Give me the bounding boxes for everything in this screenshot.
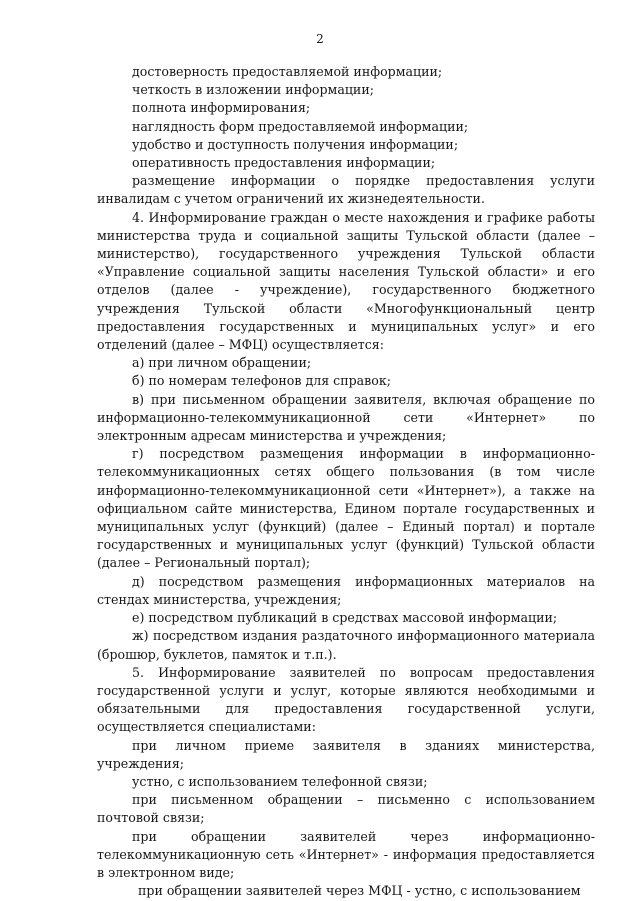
paragraph: 5. Информирование заявителей по вопросам предоставления государственной услуги и услуг, которые являются необходимыми и обязательными для предоставления государственной услуги, осуществляется специалистами: [97, 664, 595, 735]
paragraph: б) по номерам телефонов для справок; [132, 373, 391, 389]
paragraph: е) посредством публикаций в средствах массовой информации; [132, 610, 558, 626]
paragraph: д) посредством размещения информационных материалов на стендах министерства, учреждения; [97, 573, 595, 607]
paragraph: а) при личном обращении; [132, 355, 312, 371]
paragraph: устно, с использованием телефонной связи; [132, 773, 428, 789]
paragraph: полнота информирования; [132, 100, 311, 116]
page-number: 2 [316, 32, 324, 46]
paragraph: достоверность предоставляемой информации; [132, 64, 443, 79]
paragraph: оперативность предоставления информации; [132, 155, 436, 171]
paragraph: четкость в изложении информации; [132, 82, 374, 98]
paragraph: в) при письменном обращении заявителя, включая обращение по информационно-телекоммуникационной сети «Интернет» по электронным адресам министерства и учреждения; [97, 391, 595, 444]
paragraph: 4. Информирование граждан о месте нахождения и графике работы министерства труда и социальной защиты Тульской области (далее – министерство), государственного учреждения Тульской области «Управление социальной защиты населения Тульской области» и его отделов (далее - учреждение), государственного бюджетного учреждения Тульской области «Многофункциональный центр предоставления государственных и муниципальных услуг» и его отделений (далее – МФЦ) осуществляется: [97, 209, 595, 353]
paragraph: при обращении заявителей через МФЦ - устно, с использованием [138, 883, 581, 899]
paragraph: при обращении заявителей через информационно-телекоммуникационную сеть «Интернет» - информация предоставляется в электронном виде; [97, 828, 595, 880]
paragraph: наглядность форм предоставляемой информации; [132, 118, 469, 134]
paragraph: ж) посредством издания раздаточного информационного материала (брошюр, буклетов, памяток и т.п.). [97, 628, 595, 662]
document-body [97, 63, 595, 900]
paragraph: размещение информации о порядке предоставления услуги инвалидам с учетом ограничений их жизнедеятельности. [97, 173, 595, 207]
paragraph: при письменном обращении – письменно с использованием почтовой связи; [97, 792, 595, 826]
paragraph: удобство и доступность получения информации; [132, 136, 459, 152]
paragraph: при личном приеме заявителя в зданиях министерства, учреждения; [97, 737, 595, 771]
paragraph: г) посредством размещения информации в информационно-телекоммуникационных сетях общего пользования (в том числе информационно-телекоммуникационной сети «Интернет»), а также на официальном сайте министерства, Едином портале государственных и муниципальных услуг (функций) (далее – Единый портал) и портале государственных и муниципальных услуг (функций) Тульской области (далее – Региональный портал); [97, 446, 595, 571]
